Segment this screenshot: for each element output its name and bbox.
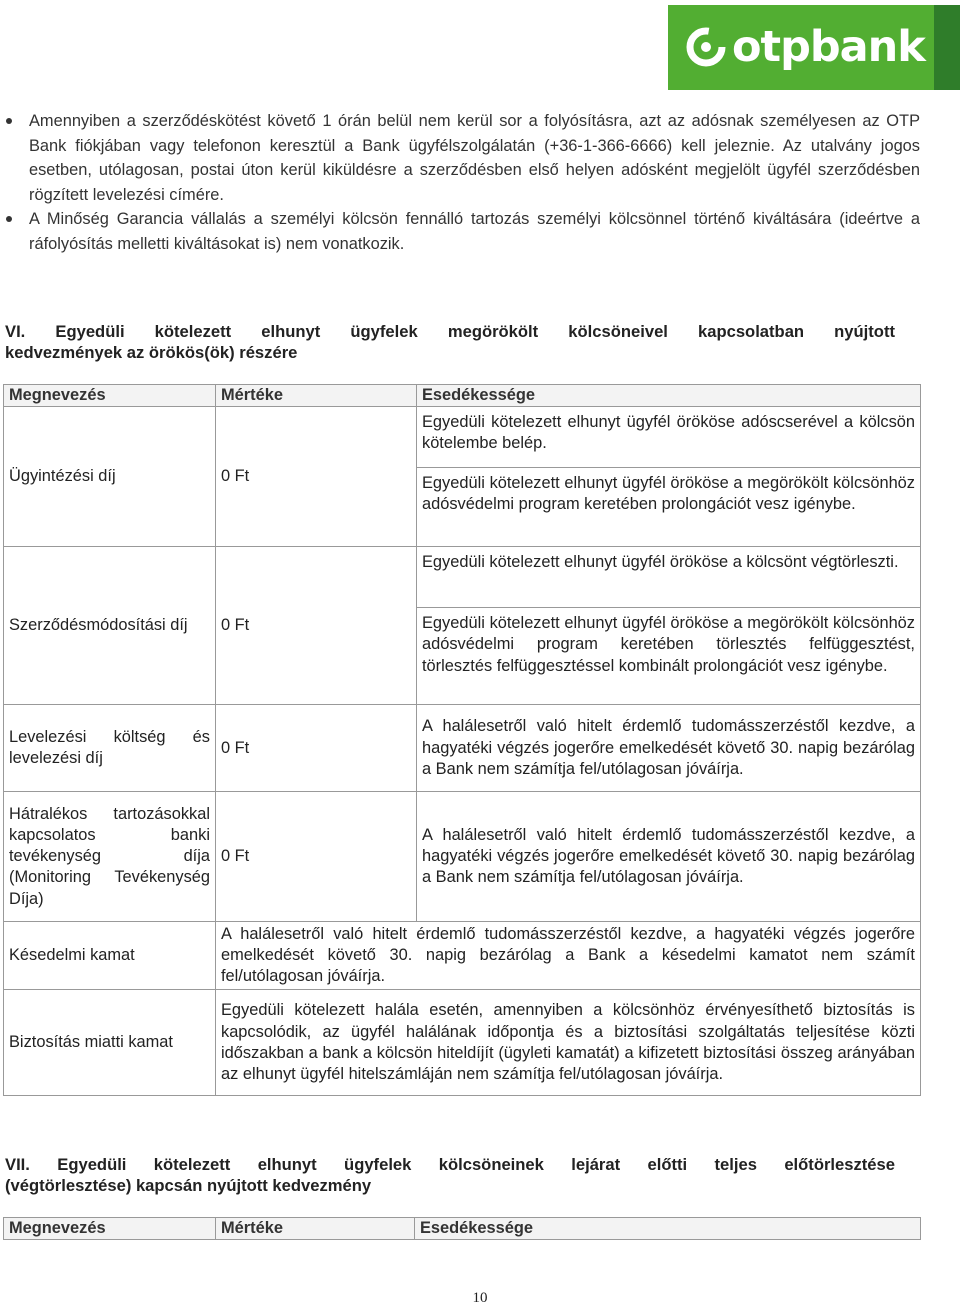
table-row <box>4 990 921 1096</box>
col-header-due: Esedékessége <box>415 1218 921 1240</box>
row-name: Ügyintézési díj <box>4 407 216 547</box>
logo-wordmark: otpbank <box>732 22 925 72</box>
row-amount: 0 Ft <box>216 792 417 922</box>
logo-stripe <box>934 5 960 90</box>
bullet-item: Amennyiben a szerződéskötést követő 1 órán belül nem kerül sor a folyósításra, azt az adósnak személyesen az OTP Bank fiókjában vagy telefonon keresztül a Bank ügyfélszolgálatán (+36-1-366-6666) kell jeleznie. Az utalvány jogos esetben, utólagosan, postai úton kerül kiküldésre a szerződésben első helyen adósként megjelölt ügyfél szerződésben rögzített levelezési címére. <box>5 109 920 207</box>
row-due <box>417 547 921 705</box>
col-header-due: Esedékessége <box>417 385 921 407</box>
col-header-name: Megnevezés <box>4 1218 216 1240</box>
table-row <box>4 407 921 547</box>
row-due: A halálesetről való hitelt érdemlő tudomásszerzéstől kezdve, a hagyatéki végzés jogerőre emelkedését követő 30. napig bezárólag a Bank nem számítja fel/utólagosan jóváírja. <box>417 792 921 922</box>
row-name: Biztosítás miatti kamat <box>4 990 216 1096</box>
section-7-title-line2: (végtörlesztése) kapcsán nyújtott kedvezmény <box>5 1176 372 1195</box>
row-name: Szerződésmódosítási díj <box>4 547 216 705</box>
otp-swirl-icon <box>686 27 726 67</box>
due-item: Egyedüli kötelezett elhunyt ügyfél örököse a megörökölt kölcsönhöz adósvédelmi program keretében törlesztés felfüggesztést, törlesztés felfüggesztéssel kombinált prolongációt vesz igénybe. <box>422 614 915 675</box>
table-row <box>4 922 921 990</box>
due-item: Egyedüli kötelezett elhunyt ügyfél örököse adóscserével a kölcsön kötelembe belép. <box>417 407 920 468</box>
section-6-table <box>3 384 921 1096</box>
otpbank-logo <box>668 5 960 90</box>
col-header-amount: Mértéke <box>216 1218 415 1240</box>
row-amount: 0 Ft <box>216 705 417 792</box>
bullet-item: A Minőség Garancia vállalás a személyi kölcsön fennálló tartozás személyi kölcsönnel történő kiváltására (ideértve a ráfolyósítás melletti kiváltásokat is) nem vonatkozik. <box>5 207 920 256</box>
row-merged-due: A halálesetről való hitelt érdemlő tudomásszerzéstől kezdve, a hagyatéki végzés jogerőre emelkedését követő 30. napig bezárólag a Bank a késedelmi kamatot nem számít fel/utólagosan jóváírja. <box>216 922 921 990</box>
table-row <box>4 705 921 792</box>
section-7-title-line1: VII. Egyedüli kötelezett elhunyt ügyfelek kölcsöneinek lejárat előtti teljes előtörlesztése <box>5 1155 895 1174</box>
due-item: Egyedüli kötelezett elhunyt ügyfél örököse a megörökölt kölcsönhöz adósvédelmi program keretében prolongációt vesz igénybe. <box>422 474 915 514</box>
section-6-title <box>5 321 895 363</box>
table-row <box>4 792 921 922</box>
col-header-name: Megnevezés <box>4 385 216 407</box>
row-merged-due: Egyedüli kötelezett halála esetén, amennyiben a kölcsönhöz érvényesíthető biztosítás is kapcsolódik, az ügyfél halálának időpontja és a biztosítási szolgáltatás teljesítése közti időszakban a bank a kölcsön hiteldíjít (ügyleti kamatát) a kifizetett biztosítási összeg arányában az elhunyt ügyfél hitelszámláján nem számítja fel/utólagosan jóváírja. <box>216 990 921 1096</box>
row-amount: 0 Ft <box>216 407 417 547</box>
row-name: Késedelmi kamat <box>4 922 216 990</box>
table-row <box>4 547 921 705</box>
due-item: Egyedüli kötelezett elhunyt ügyfél örököse a kölcsönt végtörleszti. <box>417 547 920 608</box>
row-due <box>417 407 921 547</box>
col-header-amount: Mértéke <box>216 385 417 407</box>
section-6-title-line1: VI. Egyedüli kötelezett elhunyt ügyfelek megörökölt kölcsöneivel kapcsolatban nyújtott <box>5 322 895 341</box>
section-7-table <box>3 1217 921 1240</box>
row-due: A halálesetről való hitelt érdemlő tudomásszerzéstől kezdve, a hagyatéki végzés jogerőre emelkedését követő 30. napig bezárólag a Bank nem számítja fel/utólagosan jóváírja. <box>417 705 921 792</box>
row-name: Levelezési költség és levelezési díj <box>4 705 216 792</box>
row-amount: 0 Ft <box>216 547 417 705</box>
page-number: 10 <box>472 1290 488 1306</box>
bullet-list <box>5 109 920 256</box>
row-name: Hátralékos tartozásokkal kapcsolatos banki tevékenység díja (Monitoring Tevékenység Díja) <box>4 792 216 922</box>
section-7-title <box>5 1154 895 1196</box>
section-6-title-line2: kedvezmények az örökös(ök) részére <box>5 343 298 362</box>
